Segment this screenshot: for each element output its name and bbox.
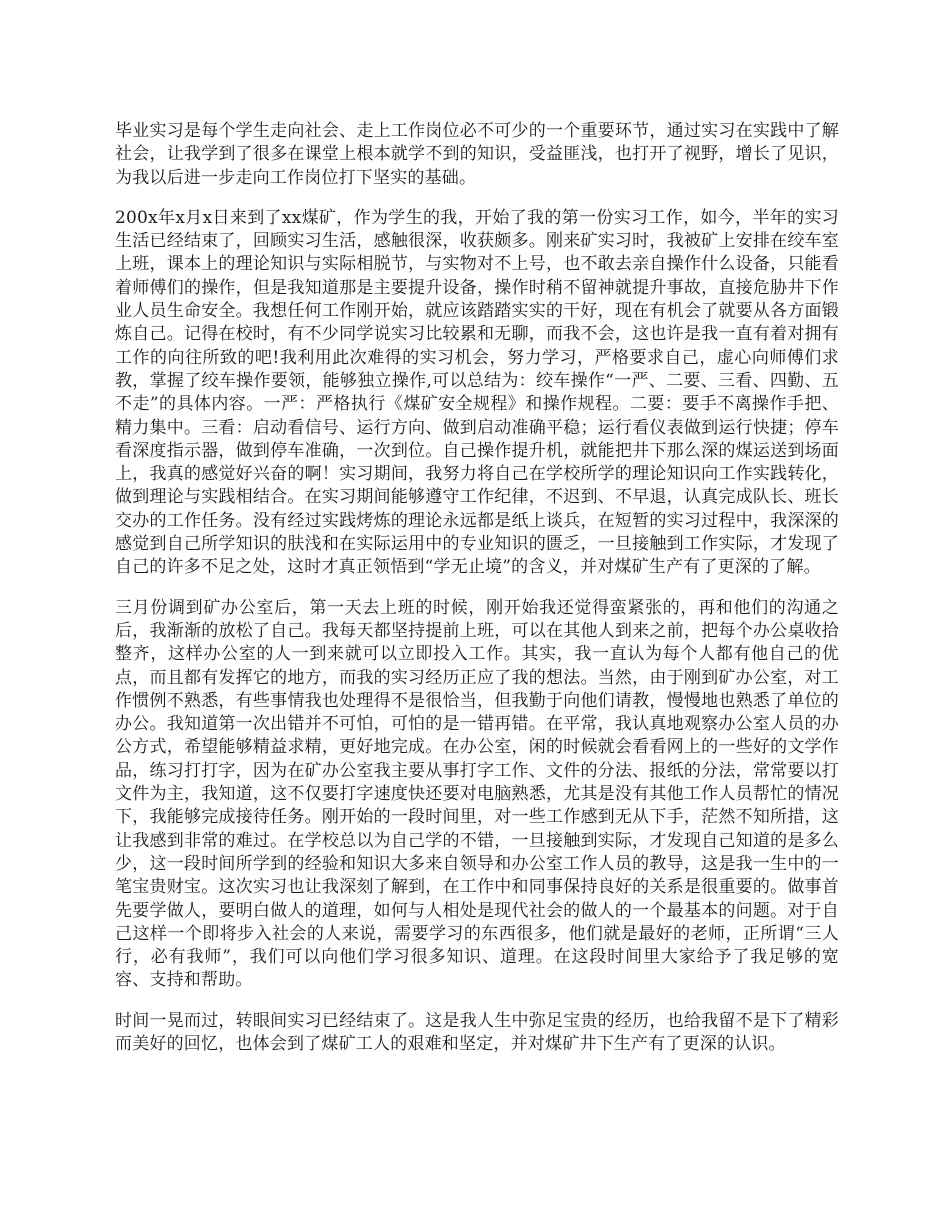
paragraph-intro: 毕业实习是每个学生走向社会、走上工作岗位必不可少的一个重要环节，通过实习在实践中了解社会，让我学到了很多在课堂上根本就学不到的知识，受益匪浅，也打开了视野，增长了见识，为我以后进一步走向工作岗位打下坚实的基础。 xyxy=(115,121,839,188)
paragraph-office: 三月份调到矿办公室后，第一天去上班的时候，刚开始我还觉得蛮紧张的，再和他们的沟通之后，我渐渐的放松了自己。我每天都坚持提前上班，可以在其他人到来之前，把每个办公桌收拾整齐，这样办公室的人一到来就可以立即投入工作。其实，我一直认为每个人都有他自己的优点，而且都有发挥它的地方，而我的实习经历正应了我的想法。当然，由于刚到矿办公室，对工作惯例不熟悉，有些事情我也处理得不是很恰当，但我勤于向他们请教，慢慢地也熟悉了单位的办公。我知道第一次出错并不可怕，可怕的是一错再错。在平常，我认真地观察办公室人员的办公方式，希望能够精益求精，更好地完成。在办公室，闲的时候就会看看网上的一些好的文学作品，练习打打字，因为在矿办公室我主要从事打字工作、文件的分法、报纸的分法，常常要以打文件为主，我知道，这不仅要打字速度快还要对电脑熟悉，尤其是没有其他工作人员帮忙的情况下，我能够完成接待任务。刚开始的一段时间里，对一些工作感到无从下手，茫然不知所措，这让我感到非常的难过。在学校总以为自己学的不错，一旦接触到实际，才发现自己知道的是多么少，这一段时间所学到的经验和知识大多来自领导和办公室工作人员的教导，这是我一生中的一笔宝贵财宝。这次实习也让我深刻了解到，在工作中和同事保持良好的关系是很重要的。做事首先要学做人，要明白做人的道理，如何与人相处是现代社会的做人的一个最基本的问题。对于自己这样一个即将步入社会的人来说，需要学习的东西很多，他们就是最好的老师，正所谓“三人行，必有我师”，我们可以向他们学习很多知识、道理。在这段时间里大家给予了我足够的宽容、支持和帮助。 xyxy=(115,597,839,991)
document-page xyxy=(115,120,839,1073)
paragraph-conclusion: 时间一晃而过，转眼间实习已经结束了。这是我人生中弥足宝贵的经历，也给我留不是下了精彩而美好的回忆，也体会到了煤矿工人的艰难和坚定，并对煤矿井下生产有了更深的认识。 xyxy=(115,1010,839,1054)
paragraph-winch-room: 200x年x月x日来到了xx煤矿，作为学生的我，开始了我的第一份实习工作，如今，半年的实习生活已经结束了，回顾实习生活，感触很深，收获颇多。刚来矿实习时，我被矿上安排在绞车室上班，课本上的理论知识与实际相脱节，与实物对不上号，也不敢去亲自操作什么设备，只能看着师傅们的操作，但是我知道那是主要提升设备，操作时稍不留神就提升事故，直接危胁井下作业人员生命安全。我想任何工作刚开始，就应该踏踏实实的干好，现在有机会了就要从各方面锻炼自己。记得在校时，有不少同学说实习比较累和无聊，而我不会，这也许是我一直有着对拥有工作的向往所致的吧!我利用此次难得的实习机会，努力学习，严格要求自己，虚心向师傅们求教，掌握了绞车操作要领，能够独立操作,可以总结为：绞车操作“一严、二要、三看、四勤、五不走”的具体内容。一严：严格执行《煤矿安全规程》和操作规程。二要：要手不离操作手把、精力集中。三看：启动看信号、运行方向、做到启动准确平稳；运行看仪表做到运行快捷；停车看深度指示器，做到停车准确，一次到位。自己操作提升机，就能把井下那么深的煤运送到场面上，我真的感觉好兴奋的啊！实习期间，我努力将自己在学校所学的理论知识向工作实践转化，做到理论与实践相结合。在实习期间能够遵守工作纪律，不迟到、不早退，认真完成队长、班长交办的工作任务。没有经过实践烤炼的理论永远都是纸上谈兵，在短暂的实习过程中，我深深的感觉到自己所学知识的肤浅和在实际运用中的专业知识的匮乏，一旦接触到工作实际，才发现了自己的许多不足之处，这时才真正领悟到“学无止境”的含义，并对煤矿生产有了更深的了解。 xyxy=(115,207,839,578)
